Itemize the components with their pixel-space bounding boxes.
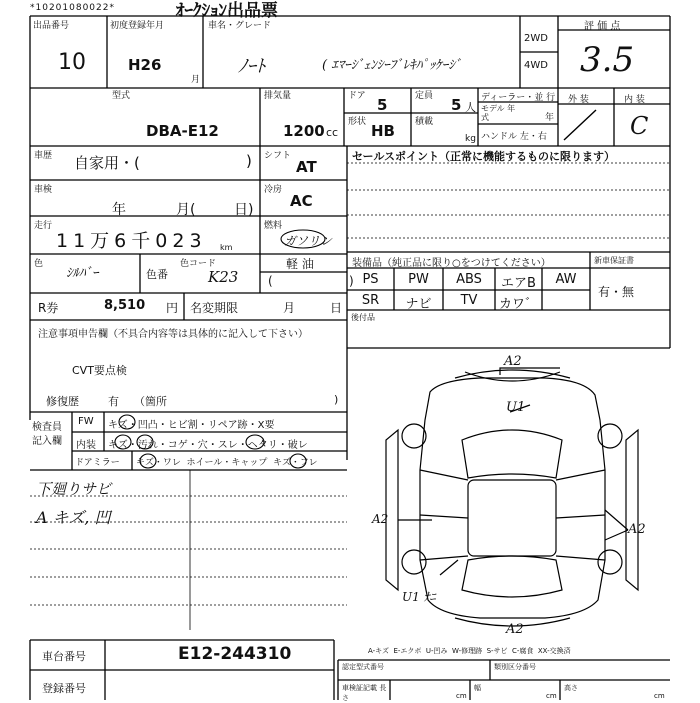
damage-mark-left: A2 xyxy=(372,512,389,526)
inspector-label-1: 検査員 xyxy=(32,422,62,433)
fuel-label: 燃料 xyxy=(264,221,283,231)
mileage-value: 11万6千023 xyxy=(56,230,207,252)
equip-tv: TV xyxy=(460,293,478,308)
drive-4wd: 4WD xyxy=(524,60,548,71)
model-label: 型式 xyxy=(112,91,131,101)
inspect-text-fw: キズ・凹凸・ヒビ割・リペア跡・X要 xyxy=(108,420,275,431)
year-unit: 年 xyxy=(545,113,555,123)
inspect-tag-interior: 内装 xyxy=(76,440,96,451)
ac-label: 冷房 xyxy=(264,185,283,195)
load-label: 積載 xyxy=(415,117,434,127)
door-label: ドア xyxy=(348,91,366,101)
handwritten-note-2: A キズ, 凹 xyxy=(36,508,111,527)
recycle-label: R券 xyxy=(38,301,59,315)
interior-label: 内 装 xyxy=(624,95,645,105)
shape-label: 形状 xyxy=(348,117,367,127)
score-label: 評 価 点 xyxy=(584,21,621,32)
capacity-label: 定員 xyxy=(415,91,434,101)
equipment-header: 装備品（純正品に限り○をつけてください） xyxy=(352,258,551,269)
recycle-unit: 円 xyxy=(166,301,179,315)
expiry-day: 日 xyxy=(330,301,343,315)
repair-close: ) xyxy=(334,393,339,406)
expiry-month: 月 xyxy=(283,301,296,315)
aftermarket-label: 後付品 xyxy=(351,313,375,322)
notes-line1: CVT要点検 xyxy=(72,364,127,377)
load-unit: kg xyxy=(465,134,476,144)
new-warranty-label: 新車保証書 xyxy=(594,256,634,265)
equip-abs: ABS xyxy=(456,272,482,287)
shift-value: AT xyxy=(296,158,317,176)
month-unit: 月 xyxy=(191,75,201,85)
use-value: 自家用・( xyxy=(74,154,140,172)
inspection-year: 年 xyxy=(112,202,126,218)
chassis-value: E12-244310 xyxy=(178,644,292,664)
color-number-label: 色番 xyxy=(146,268,168,281)
first-reg-label: 初度登録年月 xyxy=(110,21,165,31)
use-close: ) xyxy=(246,152,252,170)
damage-mark-rear-left: U1 ﾅﾆ xyxy=(402,590,436,604)
damage-mark-hood: U1 xyxy=(506,400,526,415)
lot-number: 10 xyxy=(58,50,86,75)
equip-navi: ナビ xyxy=(405,297,432,312)
use-label: 車歴 xyxy=(34,151,53,161)
capacity-unit: 人 xyxy=(465,101,476,114)
damage-mark-front: A2 xyxy=(504,354,522,369)
color-code-value: K23 xyxy=(208,268,239,286)
score-value: 3.5 xyxy=(580,40,635,80)
model-year-label: モデル 年式 xyxy=(481,104,516,122)
equip-leather: カワ゛ xyxy=(498,297,538,312)
damage-legend: A-キズ E-エクボ U-凹み W-修理跡 S-サビ C-腐食 XX-交換済 xyxy=(368,647,571,655)
sales-point-label: セールスポイント（正常に機能するものに限ります） xyxy=(352,150,616,163)
door-value: 5 xyxy=(377,96,388,114)
displacement-label: 排気量 xyxy=(264,91,292,101)
interior-score: C xyxy=(630,112,649,140)
grade-value: ( ｴﾏｰｼﾞｪﾝｼｰﾌﾞﾚｷﾊﾟｯｹｰｼﾞ xyxy=(322,58,462,73)
car-name-value: ﾉｰﾄ xyxy=(238,56,265,77)
repair-place: （箇所 xyxy=(134,395,167,408)
equip-sr: SR xyxy=(361,293,380,308)
dealer-label: ディーラー・並 行 xyxy=(481,93,556,103)
handwritten-note-1: 下廻りサビ xyxy=(36,480,112,498)
equip-airbag: エアB xyxy=(501,276,536,291)
equip-aw: AW xyxy=(555,272,577,287)
mileage-label: 走行 xyxy=(34,221,53,231)
name-change-label: 名変期限 xyxy=(190,301,239,315)
notes-label: 注意事項申告欄（不具合内容等は具体的に記入して下さい） xyxy=(38,329,308,340)
chassis-label: 車台番号 xyxy=(42,650,86,663)
repair-value: 有 xyxy=(108,395,119,408)
car-name-label: 車名・グレード xyxy=(208,21,272,31)
cc-unit: cc xyxy=(326,126,339,139)
shift-label: シフト xyxy=(264,151,292,161)
equip-pw: PW xyxy=(408,272,429,287)
ac-value: AC xyxy=(290,192,313,210)
warranty-value: 有・無 xyxy=(598,285,635,299)
fuel-value: ガソリン xyxy=(284,234,333,248)
repair-label: 修復歴 xyxy=(46,395,79,408)
diesel-option: 軽 油 xyxy=(286,257,314,271)
inspection-month: 月( xyxy=(176,202,196,218)
shape-value: HB xyxy=(371,122,395,140)
drive-2wd: 2WD xyxy=(524,33,548,44)
color-code-label: 色コード xyxy=(180,259,217,269)
inspect-tag-fw: FW xyxy=(78,416,94,427)
inspection-day: 日) xyxy=(234,202,254,218)
height-cm: cm xyxy=(654,692,665,700)
inspect-tag-mirror: ドアミラー xyxy=(75,458,120,468)
length-cm: cm xyxy=(456,692,467,700)
equip-ps: PS xyxy=(362,272,379,287)
exterior-label: 外 装 xyxy=(568,95,589,105)
inspect-text-mirror: キズ・ワレ ホイール・キャップ キズ・フレ xyxy=(136,458,318,468)
displacement-value: 1200 xyxy=(283,122,325,140)
handle-label: ハンドル 左・右 xyxy=(481,132,547,142)
cert-type-label: 認定型式番号 xyxy=(342,663,384,671)
registration-label: 登録番号 xyxy=(42,682,86,695)
length-label: 車検証記載 長さ xyxy=(342,684,387,702)
color-label: 色 xyxy=(34,259,44,269)
width-cm: cm xyxy=(546,692,557,700)
color-value: ｼﾙﾊﾞｰ xyxy=(66,266,99,281)
inspect-text-interior: キズ・汚れ・コゲ・穴・スレ・ヘタリ・破レ xyxy=(108,440,308,451)
height-label: 高さ xyxy=(564,684,578,692)
lot-label: 出品番号 xyxy=(33,21,70,31)
barcode-number: *10201080022* xyxy=(30,3,115,13)
form-title: ｵｰｸｼｮﾝ出品票 xyxy=(176,1,278,21)
capacity-value: 5 xyxy=(451,96,462,114)
class-number-label: 類別区分番号 xyxy=(494,663,536,671)
inspection-label: 車検 xyxy=(34,185,53,195)
damage-mark-rear: A2 xyxy=(506,622,524,637)
inspector-label-2: 記入欄 xyxy=(32,436,62,447)
km-unit: km xyxy=(220,243,233,252)
recycle-value: 8,510 xyxy=(104,298,146,313)
fuel-paren: ( ) xyxy=(268,274,354,288)
first-reg-value: H26 xyxy=(128,56,162,74)
damage-mark-right: A2 xyxy=(628,522,646,537)
model-value: DBA-E12 xyxy=(146,122,219,140)
width-label: 幅 xyxy=(474,684,481,692)
